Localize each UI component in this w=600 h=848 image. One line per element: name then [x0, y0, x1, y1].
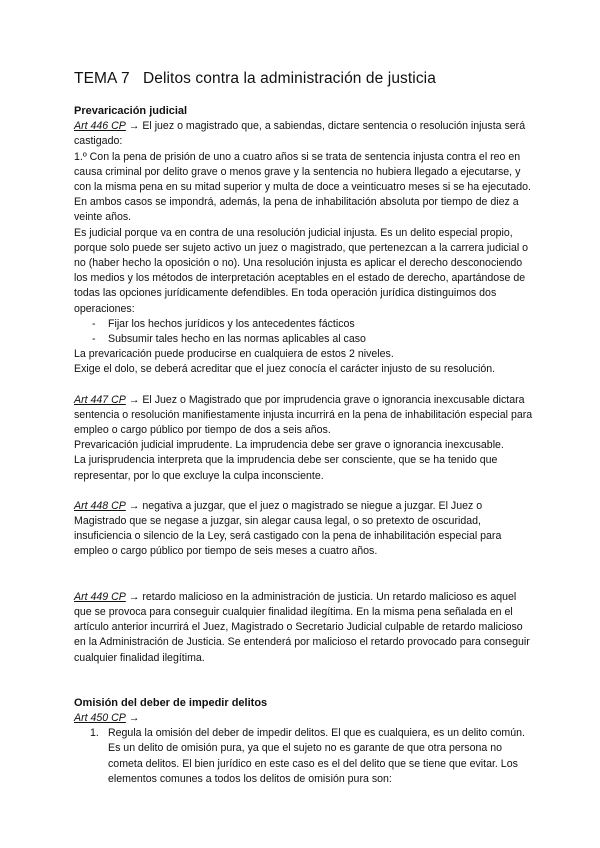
art-447-paragraph-2: Prevaricación judicial imprudente. La imprudencia debe ser grave o ignorancia inexcusable. — [74, 439, 504, 452]
arrow-glyph: → — [128, 120, 140, 133]
art-446-paragraph-4: Exige el dolo, se deberá acreditar que el juez conocía el carácter injusto de su resolución. — [74, 363, 496, 376]
article-ref-448: Art 448 CP — [74, 499, 126, 512]
list-item — [74, 726, 534, 787]
article-ref-449: Art 449 CP — [74, 590, 126, 603]
document-body — [74, 104, 534, 787]
art-448-text: negativa a juzgar, que el juez o magistrado se niegue a juzgar. El Juez o Magistrado que se negase a juzgar, sin alegar causa legal, o so pretexto de oscuridad, insuficiencia o silencio de la Ley, será castigado con la pena de inhabilitación especial para empleo o cargo público por tiempo de seis meses a cuatro años. — [74, 499, 502, 558]
list-item: - Fijar los hechos jurídicos y los antecedentes fácticos — [74, 317, 534, 332]
operations-list — [74, 317, 534, 347]
art-446-paragraph-3: La prevaricación puede producirse en cualquiera de estos 2 niveles. — [74, 348, 394, 361]
art-446-paragraph-2: Es judicial porque va en contra de una resolución judicial injusta. Es un delito especial propio, porque solo puede ser sujeto activo un juez o magistrado, que pertenezcan a la carrera judicial o no (haber hecho la oposición o no). Una resolución injusta es aplicar el derecho desconociendo los medios y los métodos de interpretación aceptables en el estado de derecho, apartándose de todas las opciones jurídicamente defendibles. En toda operación jurídica distinguimos dos operaciones: — [74, 226, 529, 315]
article-ref-446: Art 446 CP — [74, 120, 126, 133]
art-449-paragraph — [74, 590, 534, 666]
article-ref-450: Art 450 CP — [74, 711, 126, 724]
article-ref-447: Art 447 CP — [74, 393, 126, 406]
section-heading-prevaricacion: Prevaricación judicial — [74, 105, 188, 117]
arrow-glyph: → — [128, 393, 140, 406]
art-450-heading — [74, 711, 534, 726]
art-447-text: El Juez o Magistrado que por imprudencia grave o ignorancia inexcusable dictara sentencia o resolución manifiestamente injusta incurrirá en la pena de inhabilitación especial para empleo o cargo público por tiempo de dos a seis años. — [74, 393, 533, 437]
spacer — [74, 484, 534, 499]
art-446-paragraph-1: 1.º Con la pena de prisión de uno a cuatro años si se trata de sentencia injusta contra el reo en causa criminal por delito grave o menos grave y la sentencia no hubiera llegado a ejecutarse, y con la misma pena en su mitad superior y multa de doce a veinticuatro meses si se ha ejecutado. En ambos casos se impondrá, además, la pena de inhabilitación absoluta por tiempo de diez a veinte años. — [74, 150, 531, 224]
spacer — [74, 378, 534, 393]
spacer — [74, 666, 534, 696]
section-heading-omision: Omisión del deber de impedir delitos — [74, 696, 268, 709]
page-title: TEMA 7 Delitos contra la administración de justicia — [74, 70, 436, 87]
arrow-glyph: → — [128, 711, 140, 724]
art-446-intro — [74, 119, 534, 149]
art-447-paragraph-1 — [74, 393, 534, 439]
list-item-text: Regula la omisión del deber de impedir delitos. El que es cualquiera, es un delito común. Es un delito de omisión pura, ya que el sujeto no es garante de que otra persona no cometa delitos. El bien jurídico en este caso es el del delito que se tiene que evitar. Los elementos comunes a todos los delitos de omisión pura son: — [108, 727, 525, 785]
list-item-number: 1. — [90, 727, 99, 740]
art-446-intro-text: El juez o magistrado que, a sabiendas, dictare sentencia o resolución injusta será castigado: — [74, 120, 526, 148]
arrow-glyph: → — [128, 499, 140, 512]
art-448-paragraph — [74, 499, 534, 560]
list-item: - Subsumir tales hecho en las normas aplicables al caso — [74, 332, 534, 347]
arrow-glyph: → — [128, 590, 140, 603]
spacer — [74, 560, 534, 590]
omission-list — [74, 726, 534, 787]
art-449-text: retardo malicioso en la administración de justicia. Un retardo malicioso es aquel que se provoca para conseguir cualquier finalidad ilegítima. En la misma pena señalada en el artículo anterior incurrirá el Juez, Magistrado o Secretario Judicial culpable de retardo malicioso en la Administración de Justicia. Se entenderá por malicioso el retardo provocado para conseguir cualquier finalidad ilegítima. — [74, 590, 530, 664]
art-447-paragraph-3: La jurisprudencia interpreta que la imprudencia debe ser consciente, que se ha tenido que representar, por lo que excluye la culpa inconsciente. — [74, 454, 498, 482]
